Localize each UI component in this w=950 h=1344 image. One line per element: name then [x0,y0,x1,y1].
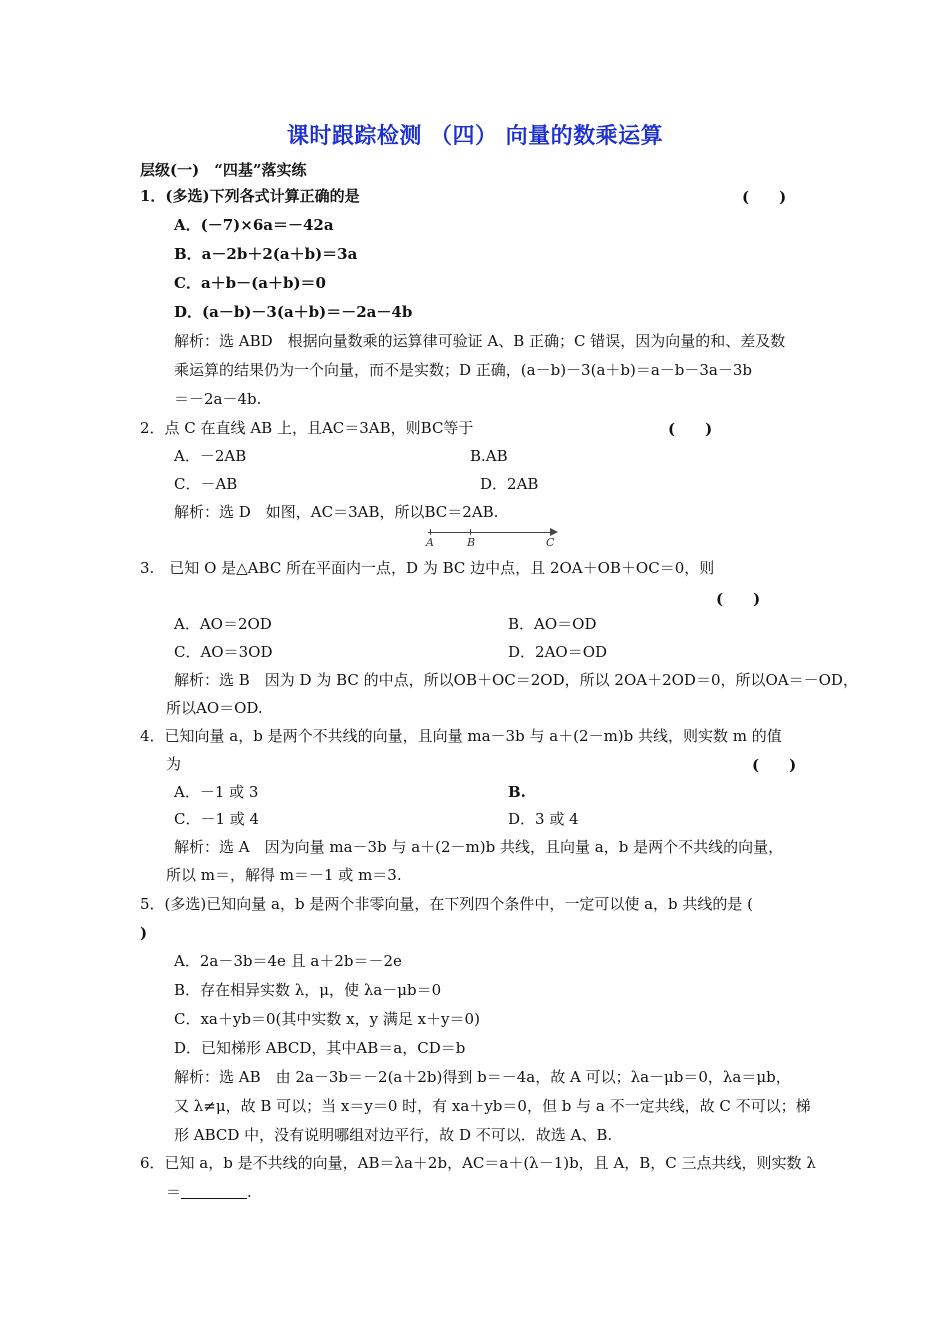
question-5-option-d: D．已知梯形 ABCD，其中AB＝a，CD＝b [174,1039,466,1057]
question-1-option-a: A．(－7)×6a＝－42a [174,216,334,234]
question-4-option-b: B. [508,783,526,801]
question-3-option-d: D．2AO＝OD [508,643,608,661]
question-5-analysis-line-3: 形 ABCD 中，没有说明哪组对边平行，故 D 不可以．故选 A、B. [174,1126,613,1144]
question-5-analysis-line-2: 又 λ≠μ，故 B 可以；当 x＝y＝0 时，有 xa＋yb＝0，但 b 与 a 不一定共线，故 C 不可以；梯 [174,1097,811,1115]
answer-blank[interactable] [181,1184,247,1199]
figure-arrowhead [550,528,558,536]
question-1-analysis-line-1: 解析：选 ABD 根据向量数乘的运算律可验证 A、B 正确；C 错误，因为向量的和、差及数 [174,332,786,350]
question-3-answer-paren: ( ) [716,590,761,608]
question-2-option-a: A．－2AB [174,447,247,465]
collinear-points-figure [420,528,565,550]
question-5-option-b: B．存在相异实数 λ，μ，使 λa－μb＝0 [174,981,442,999]
page-title: 课时跟踪检测 （四） 向量的数乘运算 [286,124,664,149]
figure-tick-a [430,529,431,535]
question-1-option-d: D．(a－b)－3(a＋b)＝－2a－4b [174,303,413,321]
question-4-stem-line-2: 为 [166,755,182,773]
level-heading: 层级(一) “四基”落实练 [140,161,307,179]
question-2-stem: 2．点 C 在直线 AB 上，且AC＝3AB，则BC等于 [140,419,474,437]
question-3-option-b: B．AO＝OD [508,615,597,633]
question-3-analysis-line-1: 解析：选 B 因为 D 为 BC 的中点，所以OB＋OC＝2OD，所以 2OA＋2OD＝0，所以OA＝－OD， [174,671,858,689]
question-4-option-a: A．－1 或 3 [174,783,259,801]
question-1-option-c: C．a＋b－(a＋b)＝0 [174,274,326,292]
question-4-answer-paren: ( ) [752,756,797,774]
question-3-analysis-line-2: 所以AO＝OD. [166,699,263,717]
question-2-option-d: D．2AB [480,475,539,493]
figure-tick-b [470,529,471,535]
question-4-analysis-line-2: 所以 m＝，解得 m＝－1 或 m＝3. [166,866,402,884]
question-2-option-c: C．－AB [174,475,238,493]
question-3-option-a: A．AO＝2OD [174,615,272,633]
question-3-stem: 3. 已知 O 是△ABC 所在平面内一点，D 为 BC 边中点，且 2OA＋OB＋OC＝0，则 [140,559,715,577]
question-1-analysis-line-3: ＝－2a－4b. [174,390,262,408]
question-1-answer-paren: ( ) [742,188,787,206]
question-6-stem-line-2 [166,1182,252,1202]
question-6-stem-line-1: 6．已知 a，b 是不共线的向量，AB＝λa＋2b，AC＝a＋(λ－1)b，且 A，B，C 三点共线，则实数 λ [140,1154,816,1172]
figure-label-b: B [467,536,476,549]
question-6-period: . [247,1183,252,1201]
question-2-answer-paren: ( ) [668,420,713,438]
figure-label-c: C [546,536,555,549]
question-5-option-c: C．xa＋yb＝0(其中实数 x，y 满足 x＋y＝0) [174,1010,480,1028]
question-5-analysis-line-1: 解析：选 AB 由 2a－3b＝－2(a＋2b)得到 b＝－4a，故 A 可以；λa－μb＝0，λa＝μb， [174,1068,791,1086]
question-1-option-b: B．a－2b＋2(a＋b)＝3a [174,245,358,263]
question-1-stem: 1．(多选)下列各式计算正确的是 [140,187,360,205]
question-4-analysis-line-1: 解析：选 A 因为向量 ma－3b 与 a＋(2－m)b 共线，且向量 a，b 是两个不共线的向量， [174,838,784,856]
question-5-stem-line-1: 5．(多选)已知向量 a，b 是两个非零向量，在下列四个条件中，一定可以使 a，b 共线的是 ( [140,895,754,913]
question-5-option-a: A．2a－3b＝4e 且 a＋2b＝－2e [174,952,402,970]
figure-line [428,532,554,533]
question-2-option-b: B.AB [470,447,508,465]
question-5-stem-line-2: ) [140,924,148,942]
question-4-option-c: C．－1 或 4 [174,810,260,828]
question-6-equals: ＝ [166,1183,182,1201]
question-4-stem-line-1: 4．已知向量 a，b 是两个不共线的向量，且向量 ma－3b 与 a＋(2－m)b 共线，则实数 m 的值 [140,727,782,745]
question-4-option-d: D．3 或 4 [508,810,579,828]
question-3-option-c: C．AO＝3OD [174,643,273,661]
figure-label-a: A [426,536,434,549]
question-2-analysis: 解析：选 D 如图，AC＝3AB，所以BC＝2AB. [174,503,499,521]
question-1-analysis-line-2: 乘运算的结果仍为一个向量，而不是实数；D 正确，(a－b)－3(a＋b)＝a－b－3a－3b [174,361,753,379]
